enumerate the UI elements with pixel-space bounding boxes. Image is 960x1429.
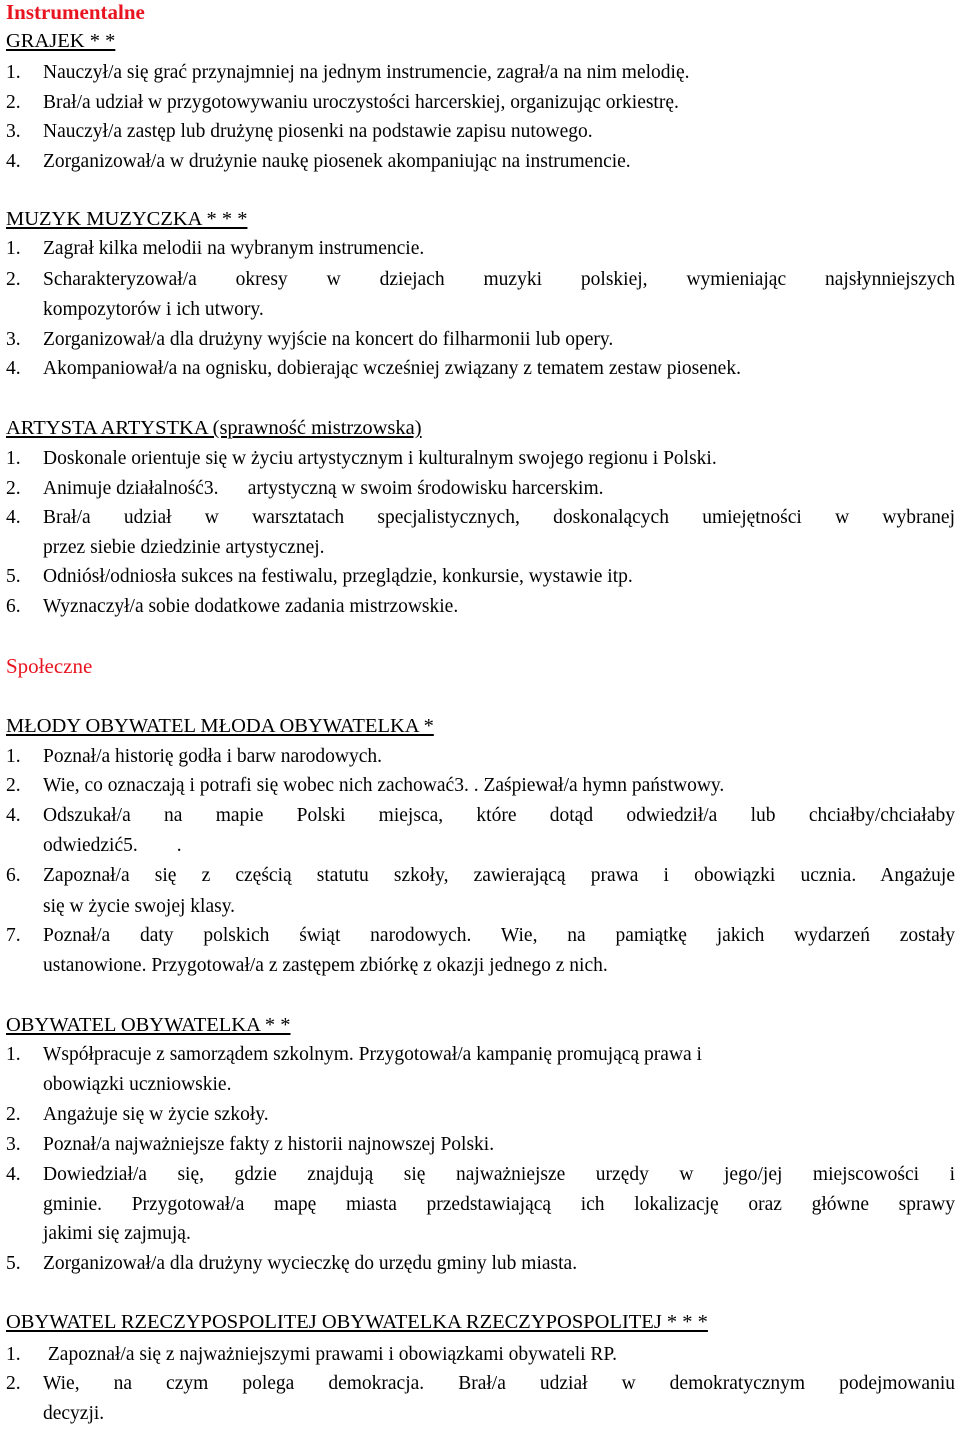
item-text: Angażuje się w życie szkoły. [43,1104,269,1125]
item-text: Zagrał kilka melodii na wybranym instrumencie. [43,238,425,259]
item-number: 4. [6,151,21,172]
list-item [6,921,955,951]
item-number: 1. [6,448,21,469]
list-item [6,771,725,801]
item-text: Nauczył/a się grać przynajmniej na jednym instrumencie, zagrał/a na nim melodię. [43,62,690,83]
badge-title-muzyk: MUZYK MUZYCZKA * * * [6,208,248,230]
section-title-instrumentalne: Instrumentalne [6,0,145,24]
item-text: Wyznaczył/a sobie dodatkowe zadania mistrzowskie. [43,596,459,617]
list-item [6,325,614,355]
item-text: Odniósł/odniosła sukces na festiwalu, przeglądzie, konkursie, wystawie itp. [43,566,633,587]
item-number: 1. [6,238,21,259]
list-item [6,1160,955,1190]
item-number: 7. [6,925,21,946]
item-number: 5. [6,566,21,587]
item-number: 3. [6,329,21,350]
item-number: 1. [6,1044,21,1065]
list-item [6,88,679,118]
item-number: 4. [6,1164,21,1185]
item-number: 2. [6,1104,21,1125]
list-item [6,147,631,177]
list-item [6,354,741,384]
item-text-continuation: gminie. Przygotował/a mapę miasta przedstawiającą ich lokalizację oraz główne sprawy [43,1194,955,1215]
item-text-continuation: jakimi się zajmują. [43,1223,191,1244]
item-number: 2. [6,1373,21,1394]
item-text: Wie, na czym polega demokracja. Brał/a udział w demokratycznym podejmowaniu [43,1373,955,1394]
list-item [6,592,459,622]
list-item [6,1100,269,1130]
item-text: Poznał/a najważniejsze fakty z historii najnowszej Polski. [43,1134,495,1155]
item-text-continuation: się w życie swojej klasy. [43,896,236,917]
item-number: 6. [6,865,21,886]
badge-title-artysta: ARTYSTA ARTYSTKA (sprawność mistrzowska) [6,417,422,439]
list-item [6,742,382,772]
item-text: Poznał/a historię godła i barw narodowych. [43,746,382,767]
item-number: 1. [6,62,21,83]
item-number: 4. [6,358,21,379]
item-text: Zorganizował/a dla drużyny wyjście na koncert do filharmonii lub opery. [43,329,614,350]
list-item [6,801,955,831]
item-text-continuation: obowiązki uczniowskie. [43,1074,232,1095]
item-text: Zapoznał/a się z częścią statutu szkoły, zawierającą prawa i obowiązki ucznia. Angażuje [43,865,955,886]
item-text-continuation: odwiedzić5. . [43,835,182,856]
item-text: Dowiedział/a się, gdzie znajdują się najważniejsze urzędy w jego/jej miejscowości i [43,1164,955,1185]
list-item [6,474,604,504]
item-text: Zorganizował/a dla drużyny wycieczkę do urzędu gminy lub miasta. [43,1253,578,1274]
item-number: 1. [6,746,21,767]
item-text: Doskonale orientuje się w życiu artystycznym i kulturalnym swojego regionu i Polski. [43,448,717,469]
item-number: 3. [6,121,21,142]
item-text: Scharakteryzował/a okresy w dziejach muzyki polskiej, wymieniając najsłynniejszych [43,269,955,290]
list-item [6,503,955,533]
section-title-spoleczne: Społeczne [6,654,93,678]
list-item [6,1130,495,1160]
item-number: 1. [6,1344,21,1365]
badge-title-mlody-obywatel: MŁODY OBYWATEL MŁODA OBYWATELKA * [6,715,434,737]
item-text-continuation: ustanowione. Przygotował/a z zastępem zbiórkę z okazji jednego z nich. [43,955,608,976]
item-text: Akompaniował/a na ognisku, dobierając wcześniej związany z tematem zestaw piosenek. [43,358,741,379]
badge-title-obywatel-rzeczypospolitej: OBYWATEL RZECZYPOSPOLITEJ OBYWATELKA RZECZYPOSPOLITEJ * * * [6,1311,708,1333]
item-number: 2. [6,775,21,796]
item-number: 2. [6,92,21,113]
item-number: 2. [6,478,21,499]
item-text: Odszukał/a na mapie Polski miejsca, które dotąd odwiedził/a lub chciałby/chciałaby [43,805,955,826]
badge-title-grajek: GRAJEK * * [6,30,116,52]
item-text: Animuje działalność3. artystyczną w swoim środowisku harcerskim. [43,478,604,499]
list-item [6,444,717,474]
list-item [6,1369,955,1399]
item-number: 4. [6,507,21,528]
list-item [6,1040,702,1070]
item-text: Nauczył/a zastęp lub drużynę piosenki na podstawie zapisu nutowego. [43,121,593,142]
item-text: Brał/a udział w warsztatach specjalistycznych, doskonalących umiejętności w wybranej [43,507,955,528]
item-number: 2. [6,269,21,290]
list-item [6,861,955,891]
item-text: Zapoznał/a się z najważniejszymi prawami i obowiązkami obywateli RP. [43,1344,617,1365]
item-text-continuation: decyzji. [43,1403,105,1424]
item-text: Wie, co oznaczają i potrafi się wobec nich zachować3. . Zaśpiewał/a hymn państwowy. [43,775,725,796]
list-item [6,562,633,592]
item-number: 5. [6,1253,21,1274]
item-number: 4. [6,805,21,826]
badge-title-obywatel: OBYWATEL OBYWATELKA * * [6,1014,291,1036]
list-item [6,117,593,147]
item-number: 6. [6,596,21,617]
item-number: 3. [6,1134,21,1155]
item-text-continuation: przez siebie dziedzinie artystycznej. [43,537,325,558]
list-item [6,265,955,295]
item-text: Brał/a udział w przygotowywaniu uroczystości harcerskiej, organizując orkiestrę. [43,92,679,113]
item-text-continuation: kompozytorów i ich utwory. [43,299,264,320]
item-text: Poznał/a daty polskich świąt narodowych. Wie, na pamiątkę jakich wydarzeń zostały [43,925,955,946]
list-item [6,58,690,88]
list-item [6,1249,578,1279]
list-item [6,234,425,264]
list-item [6,1340,617,1370]
item-text: Zorganizował/a w drużynie naukę piosenek akompaniując na instrumencie. [43,151,631,172]
item-text: Współpracuje z samorządem szkolnym. Przygotował/a kampanię promującą prawa i [43,1044,702,1065]
